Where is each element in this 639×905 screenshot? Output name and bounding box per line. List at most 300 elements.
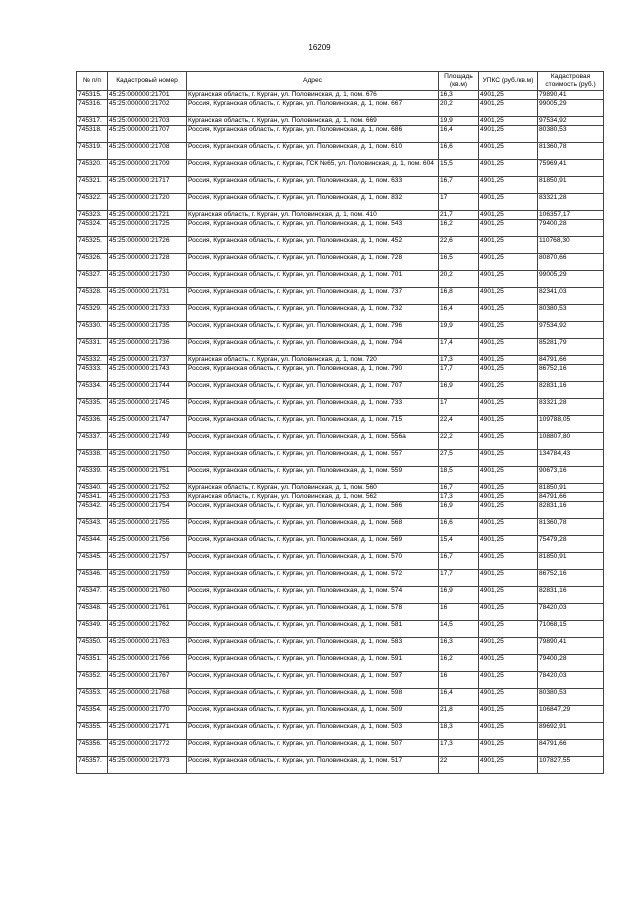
cell-value: 80380,53 [538,689,604,706]
cell-cadastral: 45:25:000000:21753 [108,493,187,502]
cell-address: Россия, Курганская область, г. Курган, ул. Половинская, д. 1, пом. 728 [187,254,439,271]
table-row [77,587,604,604]
cell-cadastral: 45:25:000000:21728 [108,254,187,271]
cell-value: 97534,92 [538,322,604,339]
cell-area: 14,5 [439,621,479,638]
cell-cadastral: 45:25:000000:21735 [108,322,187,339]
cell-num: 745354. [77,706,108,723]
cell-upks: 4901,25 [479,365,538,382]
cell-value: 82341,03 [538,288,604,305]
table-row [77,254,604,271]
cell-upks: 4901,25 [479,271,538,288]
table-row [77,706,604,723]
cell-num: 745342. [77,502,108,519]
cell-address: Россия, Курганская область, г. Курган, ул. Половинская, д. 1, пом. 568 [187,519,439,536]
cell-value: 80380,53 [538,126,604,143]
cell-num: 745315. [77,91,108,100]
cell-num: 745334. [77,382,108,399]
cell-cadastral: 45:25:000000:21751 [108,467,187,484]
cell-area: 22,2 [439,433,479,450]
cell-address: Курганская область, г. Курган, ул. Половинская, д. 1, пом. 669 [187,117,439,126]
cell-address: Россия, Курганская область, г. Курган, ул. Половинская, д. 1, пом. 686 [187,126,439,143]
cell-value: 80380,53 [538,305,604,322]
cell-address: Россия, Курганская область, г. Курган, ул. Половинская, д. 1, пом. 733 [187,399,439,416]
cell-area: 18,3 [439,723,479,740]
cell-cadastral: 45:25:000000:21736 [108,339,187,356]
cell-area: 17,3 [439,356,479,365]
cell-upks: 4901,25 [479,322,538,339]
cell-cadastral: 45:25:000000:21707 [108,126,187,143]
cell-address: Россия, Курганская область, г. Курган, ул. Половинская, д. 1, пом. 633 [187,177,439,194]
cell-cadastral: 45:25:000000:21766 [108,655,187,672]
table-header-row [77,72,604,91]
cell-num: 745328. [77,288,108,305]
cell-value: 99005,29 [538,271,604,288]
table-row [77,382,604,399]
cell-value: 84791,66 [538,493,604,502]
cell-area: 16 [439,672,479,689]
cell-area: 27,5 [439,450,479,467]
cell-num: 745333. [77,365,108,382]
cell-value: 79890,41 [538,638,604,655]
cell-cadastral: 45:25:000000:21744 [108,382,187,399]
table-row [77,467,604,484]
cell-value: 82831,16 [538,502,604,519]
cell-address: Курганская область, г. Курган, ул. Половинская, д. 1, пом. 562 [187,493,439,502]
cell-upks: 4901,25 [479,126,538,143]
cell-address: Россия, Курганская область, г. Курган, ул. Половинская, д. 1, пом. 578 [187,604,439,621]
cell-cadastral: 45:25:000000:21752 [108,484,187,493]
cell-cadastral: 45:25:000000:21717 [108,177,187,194]
cell-value: 108807,80 [538,433,604,450]
cell-upks: 4901,25 [479,100,538,117]
cell-upks: 4901,25 [479,356,538,365]
cell-cadastral: 45:25:000000:21754 [108,502,187,519]
cell-area: 16,6 [439,519,479,536]
table-row [77,339,604,356]
cell-upks: 4901,25 [479,305,538,322]
cell-upks: 4901,25 [479,655,538,672]
table-row [77,288,604,305]
table-row [77,450,604,467]
cell-cadastral: 45:25:000000:21745 [108,399,187,416]
cell-num: 745345. [77,553,108,570]
cell-cadastral: 45:25:000000:21773 [108,757,187,774]
cell-value: 84791,66 [538,356,604,365]
table-row [77,416,604,433]
cell-address: Россия, Курганская область, г. Курган, ул. Половинская, д. 1, пом. 737 [187,288,439,305]
cell-upks: 4901,25 [479,194,538,211]
table-row [77,553,604,570]
cell-area: 17,7 [439,365,479,382]
table-row [77,356,604,365]
cell-value: 86752,16 [538,570,604,587]
cell-value: 97534,92 [538,117,604,126]
cell-address: Россия, Курганская область, г. Курган, ул. Половинская, д. 1, пом. 794 [187,339,439,356]
table-row [77,143,604,160]
cell-address: Курганская область, г. Курган, ул. Половинская, д. 1, пом. 720 [187,356,439,365]
cell-area: 16,4 [439,126,479,143]
cell-upks: 4901,25 [479,467,538,484]
cell-value: 81360,78 [538,143,604,160]
cell-address: Россия, Курганская область, г. Курган, ул. Половинская, д. 1, пом. 591 [187,655,439,672]
cell-cadastral: 45:25:000000:21702 [108,100,187,117]
cell-value: 107827,55 [538,757,604,774]
cell-area: 15,5 [439,160,479,177]
cell-area: 16,4 [439,689,479,706]
cell-address: Россия, Курганская область, г. Курган, ул. Половинская, д. 1, пом. 559 [187,467,439,484]
cell-address: Россия, Курганская область, г. Курган, ул. Половинская, д. 1, пом. 581 [187,621,439,638]
cell-num: 745340. [77,484,108,493]
cell-cadastral: 45:25:000000:21725 [108,220,187,237]
cell-cadastral: 45:25:000000:21767 [108,672,187,689]
cell-area: 17,3 [439,493,479,502]
cell-area: 17,3 [439,740,479,757]
cell-num: 745316. [77,100,108,117]
cell-value: 84791,66 [538,740,604,757]
cell-upks: 4901,25 [479,723,538,740]
cell-num: 745353. [77,689,108,706]
cell-upks: 4901,25 [479,177,538,194]
table-row [77,433,604,450]
cell-address: Россия, Курганская область, г. Курган, ул. Половинская, д. 1, пом. 566 [187,502,439,519]
cell-area: 21,7 [439,211,479,220]
cell-cadastral: 45:25:000000:21726 [108,237,187,254]
table-row [77,672,604,689]
table-row [77,621,604,638]
cell-area: 15,4 [439,536,479,553]
cell-value: 83321,28 [538,399,604,416]
cell-num: 745318. [77,126,108,143]
cell-address: Россия, Курганская область, г. Курган, ул. Половинская, д. 1, пом. 732 [187,305,439,322]
cell-upks: 4901,25 [479,399,538,416]
cell-address: Россия, Курганская область, г. Курган, ул. Половинская, д. 1, пом. 507 [187,740,439,757]
cell-area: 17 [439,194,479,211]
table-row [77,604,604,621]
header-value: Кадастровая стоимость (руб.) [538,72,604,91]
cell-value: 109788,05 [538,416,604,433]
table-row [77,305,604,322]
cell-value: 106847,29 [538,706,604,723]
cell-num: 745336. [77,416,108,433]
cell-area: 19,9 [439,322,479,339]
table-row [77,519,604,536]
cell-value: 83321,28 [538,194,604,211]
cell-area: 16,9 [439,382,479,399]
cell-address: Россия, Курганская область, г. Курган, ГСК №65, ул. Половинская, д. 1, пом. 604 [187,160,439,177]
cell-upks: 4901,25 [479,672,538,689]
table-row [77,536,604,553]
cell-upks: 4901,25 [479,484,538,493]
cell-cadastral: 45:25:000000:21733 [108,305,187,322]
cell-value: 81360,78 [538,519,604,536]
cell-cadastral: 45:25:000000:21771 [108,723,187,740]
cell-area: 16,3 [439,638,479,655]
cell-num: 745317. [77,117,108,126]
cell-upks: 4901,25 [479,587,538,604]
cell-num: 745343. [77,519,108,536]
table-row [77,177,604,194]
cell-upks: 4901,25 [479,450,538,467]
cell-upks: 4901,25 [479,382,538,399]
table-body [77,91,604,774]
cell-address: Россия, Курганская область, г. Курган, ул. Половинская, д. 1, пом. 570 [187,553,439,570]
cell-cadastral: 45:25:000000:21731 [108,288,187,305]
cell-upks: 4901,25 [479,288,538,305]
cell-area: 16,9 [439,587,479,604]
cell-num: 745346. [77,570,108,587]
cell-cadastral: 45:25:000000:21756 [108,536,187,553]
table-row [77,399,604,416]
table-row [77,570,604,587]
cell-cadastral: 45:25:000000:21759 [108,570,187,587]
cell-upks: 4901,25 [479,339,538,356]
cell-num: 745356. [77,740,108,757]
table-row [77,322,604,339]
cell-area: 22,6 [439,237,479,254]
cell-num: 745327. [77,271,108,288]
cell-cadastral: 45:25:000000:21743 [108,365,187,382]
cell-cadastral: 45:25:000000:21701 [108,91,187,100]
cell-num: 745335. [77,399,108,416]
cell-value: 75479,28 [538,536,604,553]
cell-num: 745347. [77,587,108,604]
cell-value: 90673,16 [538,467,604,484]
cell-area: 17,4 [439,339,479,356]
cell-upks: 4901,25 [479,254,538,271]
cell-area: 17,7 [439,570,479,587]
cell-value: 78420,03 [538,604,604,621]
cell-area: 16,9 [439,502,479,519]
cell-value: 134784,43 [538,450,604,467]
cell-cadastral: 45:25:000000:21768 [108,689,187,706]
cell-num: 745350. [77,638,108,655]
cell-value: 110768,30 [538,237,604,254]
table-row [77,194,604,211]
cell-area: 16,7 [439,484,479,493]
cell-num: 745326. [77,254,108,271]
cell-upks: 4901,25 [479,433,538,450]
cell-upks: 4901,25 [479,117,538,126]
cell-value: 79890,41 [538,91,604,100]
cell-upks: 4901,25 [479,553,538,570]
table-row [77,211,604,220]
cell-area: 16,2 [439,220,479,237]
cell-upks: 4901,25 [479,502,538,519]
table-row [77,502,604,519]
cell-upks: 4901,25 [479,536,538,553]
cell-upks: 4901,25 [479,416,538,433]
cell-num: 745332. [77,356,108,365]
table-row [77,740,604,757]
cell-address: Россия, Курганская область, г. Курган, ул. Половинская, д. 1, пом. 707 [187,382,439,399]
table-row [77,91,604,100]
cell-address: Россия, Курганская область, г. Курган, ул. Половинская, д. 1, пом. 569 [187,536,439,553]
cell-cadastral: 45:25:000000:21755 [108,519,187,536]
cell-num: 745323. [77,211,108,220]
cell-value: 85281,79 [538,339,604,356]
cell-address: Россия, Курганская область, г. Курган, ул. Половинская, д. 1, пом. 452 [187,237,439,254]
cell-address: Курганская область, г. Курган, ул. Половинская, д. 1, пом. 560 [187,484,439,493]
cell-address: Курганская область, г. Курган, ул. Половинская, д. 1, пом. 676 [187,91,439,100]
cell-cadastral: 45:25:000000:21720 [108,194,187,211]
cadastral-table [76,71,604,774]
cell-area: 20,2 [439,271,479,288]
cell-cadastral: 45:25:000000:21772 [108,740,187,757]
cell-address: Россия, Курганская область, г. Курган, ул. Половинская, д. 1, пом. 598 [187,689,439,706]
table-row [77,160,604,177]
cell-num: 745331. [77,339,108,356]
cell-address: Россия, Курганская область, г. Курган, ул. Половинская, д. 1, пом. 790 [187,365,439,382]
cell-area: 16,7 [439,177,479,194]
table-row [77,237,604,254]
cell-num: 745355. [77,723,108,740]
table-row [77,220,604,237]
table-row [77,117,604,126]
table-row [77,484,604,493]
cell-address: Россия, Курганская область, г. Курган, ул. Половинская, д. 1, пом. 832 [187,194,439,211]
cell-upks: 4901,25 [479,211,538,220]
cell-address: Курганская область, г. Курган, ул. Половинская, д. 1, пом. 410 [187,211,439,220]
cell-num: 745357. [77,757,108,774]
cell-value: 75969,41 [538,160,604,177]
cell-area: 17 [439,399,479,416]
cell-cadastral: 45:25:000000:21703 [108,117,187,126]
header-area: Площадь (кв.м) [439,72,479,91]
cell-area: 19,9 [439,117,479,126]
cell-area: 21,8 [439,706,479,723]
cell-num: 745348. [77,604,108,621]
cell-value: 106357,17 [538,211,604,220]
cell-num: 745322. [77,194,108,211]
cell-area: 16 [439,604,479,621]
cell-num: 745352. [77,672,108,689]
cell-area: 22 [439,757,479,774]
cell-value: 82831,16 [538,382,604,399]
cell-upks: 4901,25 [479,237,538,254]
cell-upks: 4901,25 [479,570,538,587]
cell-num: 745319. [77,143,108,160]
cell-address: Россия, Курганская область, г. Курган, ул. Половинская, д. 1, пом. 667 [187,100,439,117]
cell-area: 16,5 [439,254,479,271]
cell-value: 78420,03 [538,672,604,689]
cell-cadastral: 45:25:000000:21730 [108,271,187,288]
cell-value: 86752,16 [538,365,604,382]
header-upks: УПКС (руб./кв.м) [479,72,538,91]
cell-address: Россия, Курганская область, г. Курган, ул. Половинская, д. 1, пом. 610 [187,143,439,160]
cell-upks: 4901,25 [479,143,538,160]
cell-address: Россия, Курганская область, г. Курган, ул. Половинская, д. 1, пом. 583 [187,638,439,655]
cell-area: 16,8 [439,288,479,305]
cell-address: Россия, Курганская область, г. Курган, ул. Половинская, д. 1, пом. 574 [187,587,439,604]
cell-num: 745325. [77,237,108,254]
cell-cadastral: 45:25:000000:21721 [108,211,187,220]
table-row [77,655,604,672]
cell-upks: 4901,25 [479,689,538,706]
table-row [77,638,604,655]
cell-upks: 4901,25 [479,757,538,774]
cell-area: 20,2 [439,100,479,117]
table-row [77,689,604,706]
cell-value: 79400,28 [538,220,604,237]
cell-cadastral: 45:25:000000:21760 [108,587,187,604]
cell-address: Россия, Курганская область, г. Курган, ул. Половинская, д. 1, пом. 572 [187,570,439,587]
cell-upks: 4901,25 [479,740,538,757]
cell-area: 16,3 [439,91,479,100]
cell-num: 745341. [77,493,108,502]
cell-area: 16,2 [439,655,479,672]
cell-num: 745320. [77,160,108,177]
cell-area: 16,6 [439,143,479,160]
cell-num: 745337. [77,433,108,450]
cell-value: 81850,91 [538,484,604,493]
cell-num: 745330. [77,322,108,339]
cell-address: Россия, Курганская область, г. Курган, ул. Половинская, д. 1, пом. 509 [187,706,439,723]
cell-address: Россия, Курганская область, г. Курган, ул. Половинская, д. 1, пом. 701 [187,271,439,288]
table-row [77,757,604,774]
table-row [77,493,604,502]
cell-cadastral: 45:25:000000:21750 [108,450,187,467]
cell-address: Россия, Курганская область, г. Курган, ул. Половинская, д. 1, пом. 796 [187,322,439,339]
cell-value: 82831,16 [538,587,604,604]
cell-cadastral: 45:25:000000:21763 [108,638,187,655]
cell-upks: 4901,25 [479,604,538,621]
cell-value: 71068,15 [538,621,604,638]
cell-address: Россия, Курганская область, г. Курган, ул. Половинская, д. 1, пом. 715 [187,416,439,433]
table-row [77,126,604,143]
cell-value: 89692,91 [538,723,604,740]
cell-cadastral: 45:25:000000:21770 [108,706,187,723]
cell-cadastral: 45:25:000000:21757 [108,553,187,570]
cell-num: 745329. [77,305,108,322]
cell-cadastral: 45:25:000000:21747 [108,416,187,433]
cell-address: Россия, Курганская область, г. Курган, ул. Половинская, д. 1, пом. 556а [187,433,439,450]
table-row [77,723,604,740]
cell-upks: 4901,25 [479,220,538,237]
table-row [77,100,604,117]
cell-value: 81850,91 [538,553,604,570]
cell-value: 80870,66 [538,254,604,271]
cell-address: Россия, Курганская область, г. Курган, ул. Половинская, д. 1, пом. 597 [187,672,439,689]
cell-area: 16,7 [439,553,479,570]
cell-area: 16,4 [439,305,479,322]
cell-area: 18,5 [439,467,479,484]
header-num: № п/п [77,72,108,91]
cell-upks: 4901,25 [479,493,538,502]
cell-address: Россия, Курганская область, г. Курган, ул. Половинская, д. 1, пом. 543 [187,220,439,237]
cell-cadastral: 45:25:000000:21709 [108,160,187,177]
cell-value: 99005,29 [538,100,604,117]
page-number: 16209 [308,43,331,52]
cell-cadastral: 45:25:000000:21749 [108,433,187,450]
cell-address: Россия, Курганская область, г. Курган, ул. Половинская, д. 1, пом. 557 [187,450,439,467]
cell-upks: 4901,25 [479,91,538,100]
cell-cadastral: 45:25:000000:21762 [108,621,187,638]
cell-address: Россия, Курганская область, г. Курган, ул. Половинская, д. 1, пом. 517 [187,757,439,774]
cell-upks: 4901,25 [479,706,538,723]
cell-num: 745339. [77,467,108,484]
table-row [77,271,604,288]
cell-num: 745338. [77,450,108,467]
cell-cadastral: 45:25:000000:21708 [108,143,187,160]
cell-cadastral: 45:25:000000:21737 [108,356,187,365]
cell-value: 81850,91 [538,177,604,194]
cell-cadastral: 45:25:000000:21761 [108,604,187,621]
cell-num: 745321. [77,177,108,194]
cell-num: 745324. [77,220,108,237]
header-cadastral: Кадастровый номер [108,72,187,91]
cell-upks: 4901,25 [479,638,538,655]
